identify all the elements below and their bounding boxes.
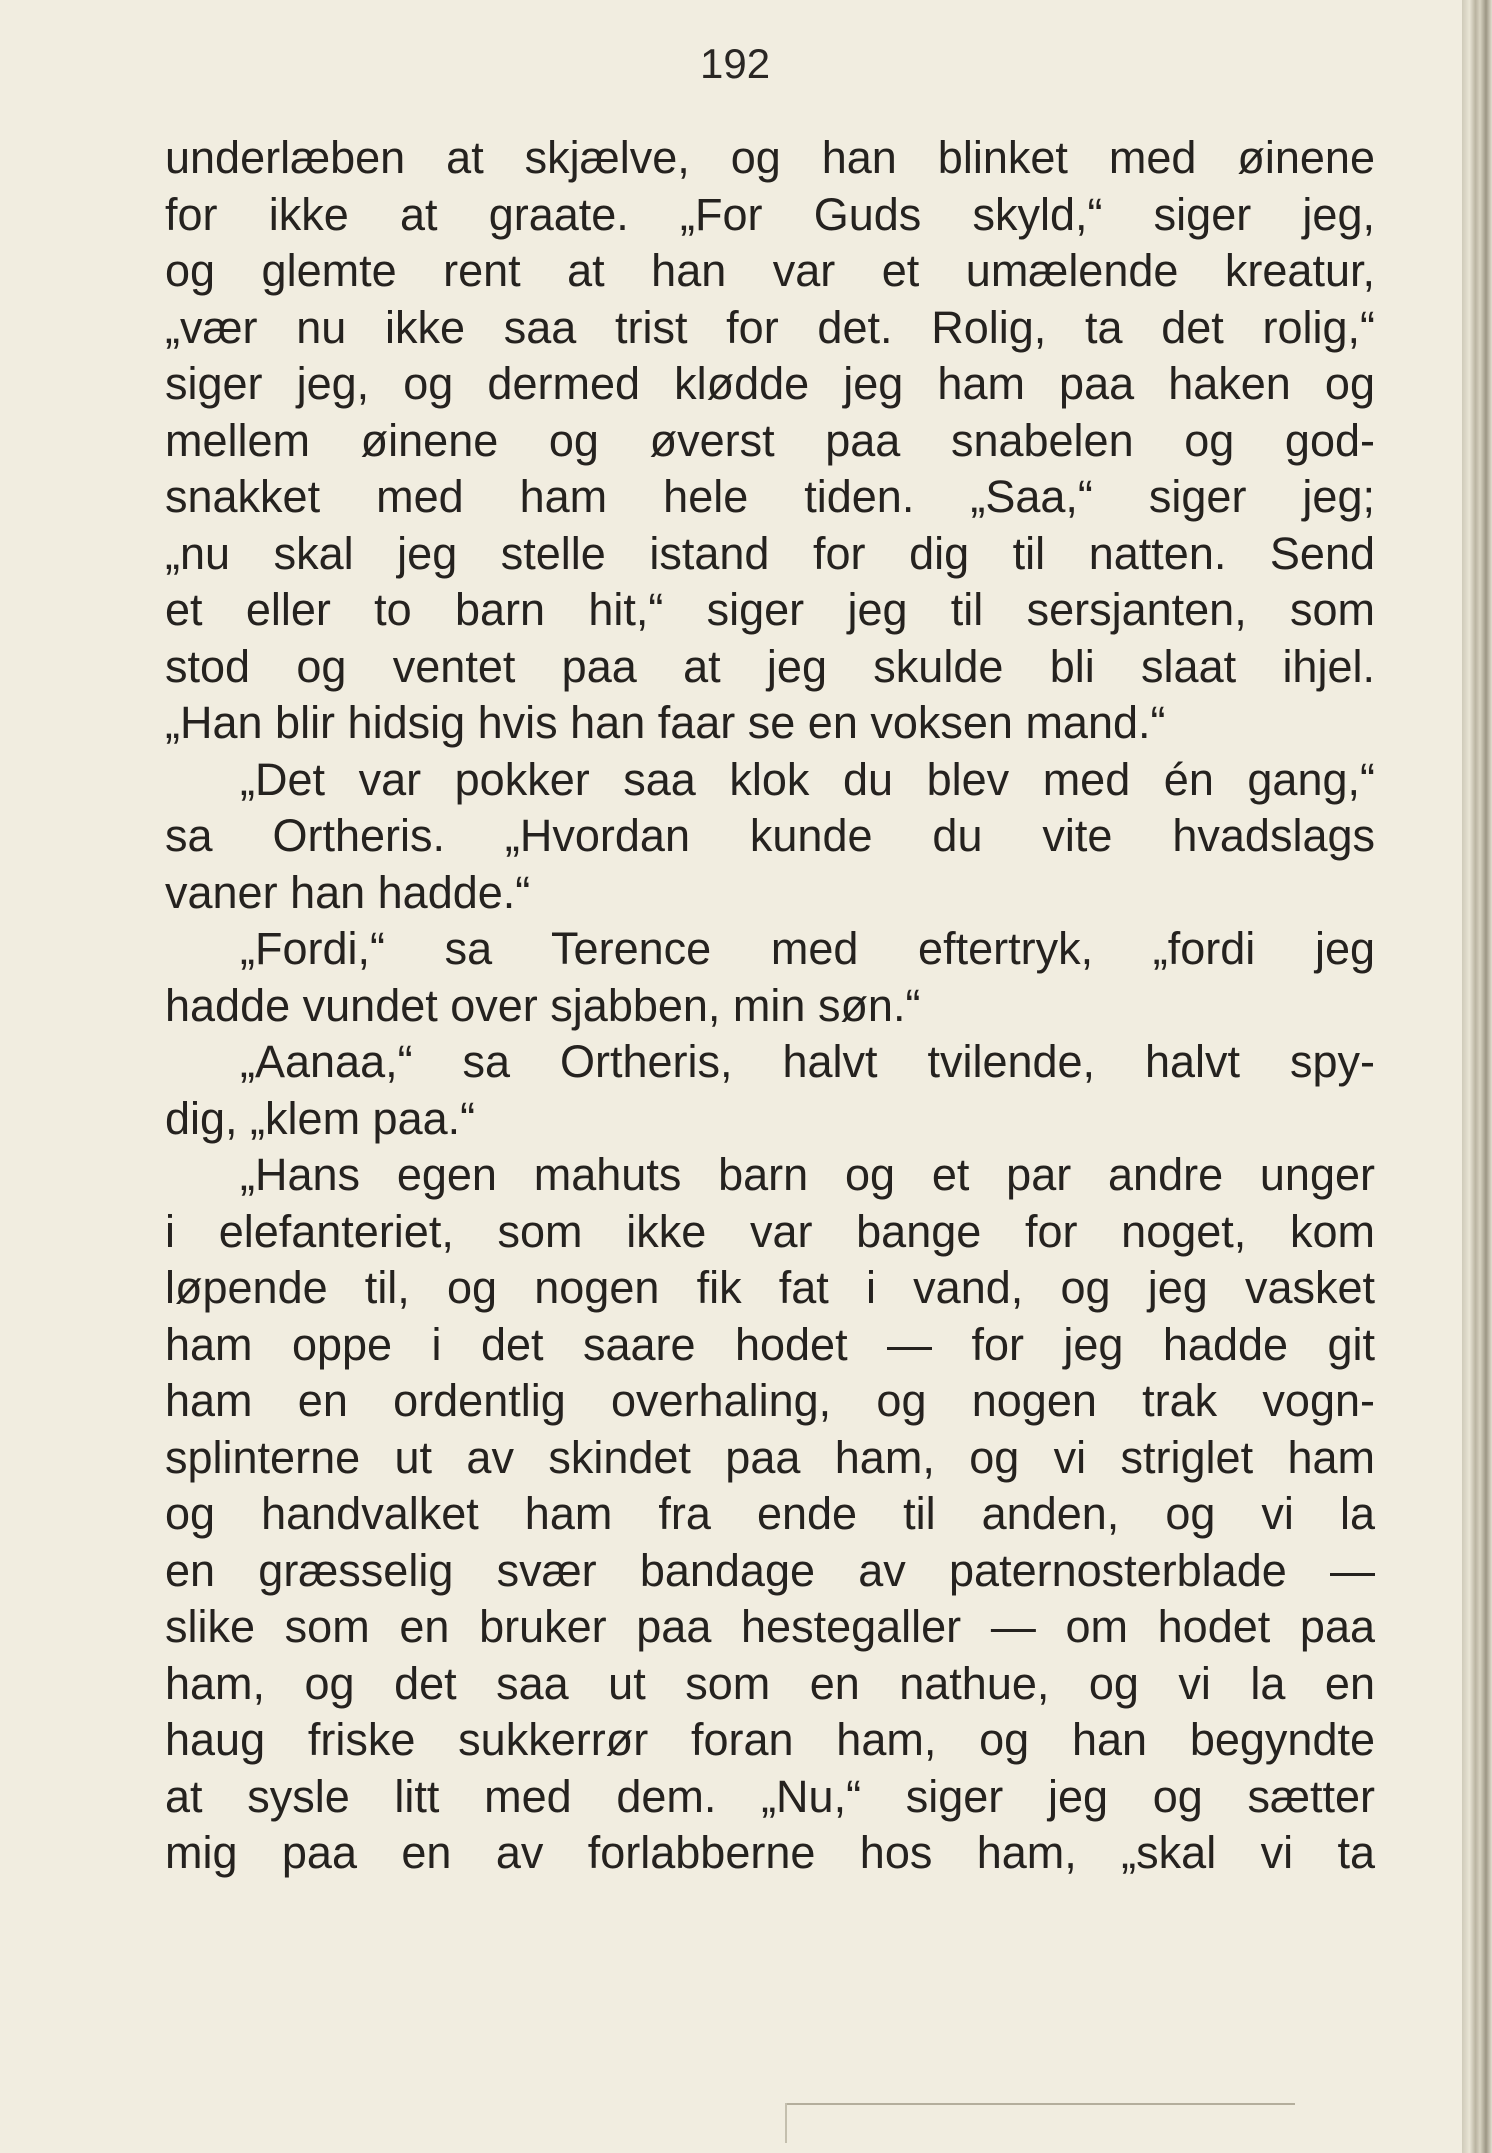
- text-line: slike som en bruker paa hestegaller — om hodet paa: [165, 1601, 1375, 1652]
- text-line: vaner han hadde.“: [165, 866, 531, 918]
- text-line: underlæben at skjælve, og han blinket med øinene: [165, 132, 1375, 183]
- text-line: og glemte rent at han var et umælende kreatur,: [165, 245, 1375, 296]
- bottom-rule-tick: [785, 2103, 787, 2143]
- body-text: [165, 130, 1375, 1882]
- text-line: hadde vundet over sjabben, min søn.“: [165, 979, 921, 1031]
- text-line: „Fordi,“ sa Terence med eftertryk, „fordi jeg: [240, 923, 1375, 974]
- text-line: løpende til, og nogen fik fat i vand, og jeg vasket: [165, 1262, 1375, 1313]
- text-line: „Han blir hidsig hvis han faar se en voksen mand.“: [165, 697, 1166, 748]
- text-line: ham oppe i det saare hodet — for jeg hadde git: [165, 1318, 1375, 1370]
- text-line: en græsselig svær bandage av paternosterblade —: [165, 1544, 1375, 1596]
- page-number: 192: [700, 40, 771, 87]
- text-line: mig paa en av forlabberne hos ham, „skal vi ta: [165, 1827, 1375, 1878]
- text-line: splinterne ut av skindet paa ham, og vi striglet ham: [165, 1431, 1375, 1483]
- text-line: „Aanaa,“ sa Ortheris, halvt tvilende, halvt spy-: [240, 1036, 1375, 1087]
- text-line: siger jeg, og dermed kløddе jeg ham paa haken og: [165, 358, 1375, 409]
- text-line: „Det var pokker saa klok du blev med én gang,“: [240, 753, 1375, 805]
- page-edge: [1462, 0, 1492, 2153]
- text-line: snakket med ham hele tiden. „Saa,“ siger jeg;: [165, 471, 1375, 522]
- text-line: dig, „klem paa.“: [165, 1092, 476, 1144]
- text-line: og handvalket ham fra ende til anden, og vi la: [165, 1488, 1375, 1539]
- text-line: sa Ortheris. „Hvordan kunde du vite hvadslags: [165, 810, 1375, 861]
- text-line: for ikke at graate. „For Guds skyld,“ siger jeg,: [165, 188, 1375, 240]
- text-line: at sysle litt med dem. „Nu,“ siger jeg og sætter: [165, 1770, 1375, 1822]
- text-line: stod og ventet paa at jeg skulde bli slaat ihjel.: [165, 640, 1375, 692]
- text-line: „Hans egen mahuts barn og et par andre unger: [240, 1149, 1375, 1200]
- text-line: ham, og det saa ut som en nathue, og vi la en: [165, 1657, 1375, 1709]
- bottom-rule: [785, 2103, 1295, 2105]
- text-line: „nu skal jeg stelle istand for dig til natten. Send: [165, 527, 1375, 579]
- text-line: i elefanteriet, som ikke var bange for noget, kom: [165, 1205, 1375, 1257]
- text-line: mellem øinene og øverst paa snabelen og god-: [165, 414, 1375, 466]
- text-line: „vær nu ikke saa trist for det. Rolig, ta det rolig,“: [165, 301, 1375, 353]
- text-line: et eller to barn hit,“ siger jeg til sersjanten, som: [165, 584, 1375, 635]
- text-line: ham en ordentlig overhaling, og nogen trak vogn-: [165, 1375, 1375, 1426]
- text-line: haug friske sukkerrør foran ham, og han begyndte: [165, 1714, 1375, 1765]
